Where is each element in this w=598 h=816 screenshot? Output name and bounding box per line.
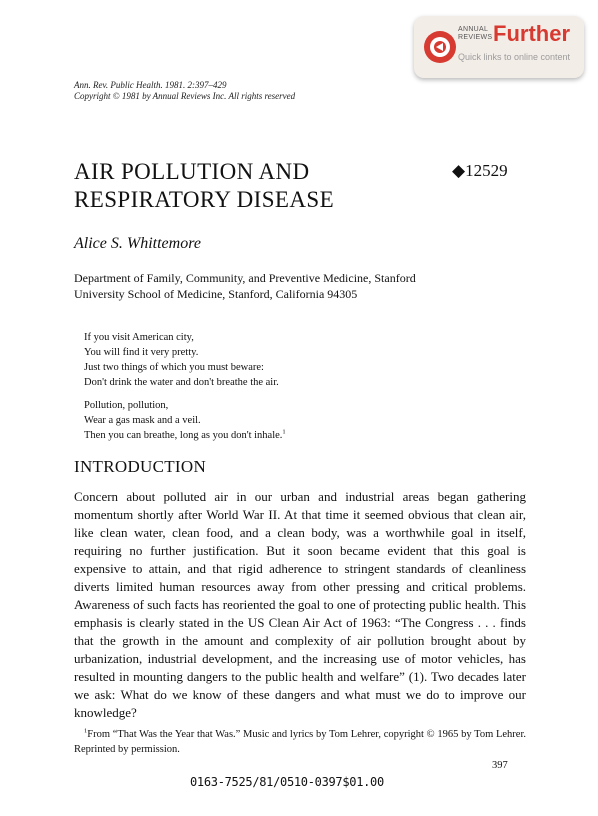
article-code: ◆12529	[452, 161, 508, 180]
page-number: 397	[492, 760, 508, 771]
body-paragraph: Concern about polluted air in our urban and industrial areas began gathering momentum shortly after World War II. At that time it seemed obvious that clean air, like clean water, clean food, and a clean body, was a worthwhile goal in itself, requiring no further justification. But it soon became evident that this goal is expensive to attain, and that rigid adherence to stringent standards of cleanliness diverts limited human resources away from other pressing and critical problems. Awareness of such facts has reoriented the goal to one of protecting public health. This emphasis is clearly stated in the US Clean Air Act of 1963: “The Congress . . . finds that the growth in the amount and complexity of air pollution brought about by urbanization, industrial development, and the increasing use of motor vehicles, has resulted in mounting dangers to the public health and welfare” (1). Two decades later we ask: What do we know of these dangers and what must we do to improve our knowledge?	[74, 489, 526, 720]
epigraph-stanza-2	[84, 398, 286, 443]
badge-brand-top: ANNUAL	[458, 26, 489, 33]
verse-line-text: Then you can breathe, long as you don't inhale.	[84, 430, 283, 441]
footnote-text: From “That Was the Year that Was.” Music and lyrics by Tom Lehrer, copyright © 1965 by Tom Lehrer. Reprinted by permission.	[74, 729, 526, 755]
article-title	[74, 158, 334, 214]
affiliation-line-2: University School of Medicine, Stanford, California 94305	[74, 287, 358, 301]
journal-copyright: Copyright © 1981 by Annual Reviews Inc. All rights reserved	[74, 91, 296, 101]
verse-line: Pollution, pollution,	[84, 400, 169, 411]
verse-line: If you visit American city,	[84, 332, 194, 343]
journal-citation: Ann. Rev. Public Health. 1981. 2:397–429	[74, 80, 227, 90]
verse-line: Don't drink the water and don't breathe the air.	[84, 377, 279, 388]
badge-brand-bottom: REVIEWS	[458, 34, 493, 41]
title-line-2: RESPIRATORY DISEASE	[74, 187, 335, 212]
verse-line	[84, 428, 286, 443]
verse-line: You will find it very pretty.	[84, 347, 199, 358]
badge-further-label: Further	[493, 21, 570, 46]
footnote	[74, 727, 526, 757]
title-line-1: AIR POLLUTION AND	[74, 159, 310, 184]
verse-line: Just two things of which you must beware:	[84, 362, 264, 373]
verse-line: Wear a gas mask and a veil.	[84, 415, 201, 426]
author-affiliation	[74, 270, 416, 302]
further-badge[interactable]	[414, 16, 584, 78]
footnote-mark: 1	[84, 727, 88, 735]
affiliation-line-1: Department of Family, Community, and Preventive Medicine, Stanford	[74, 271, 416, 285]
annual-reviews-logo-icon	[423, 30, 457, 64]
epigraph-stanza-1	[84, 330, 279, 390]
section-heading: INTRODUCTION	[74, 457, 207, 476]
badge-tagline: Quick links to online content	[458, 52, 571, 62]
journal-header	[74, 80, 295, 102]
footnote-reference[interactable]: 1	[282, 428, 286, 436]
issn-code: 0163-7525/81/0510-0397$01.00	[190, 775, 384, 789]
author-name: Alice S. Whittemore	[74, 235, 201, 252]
